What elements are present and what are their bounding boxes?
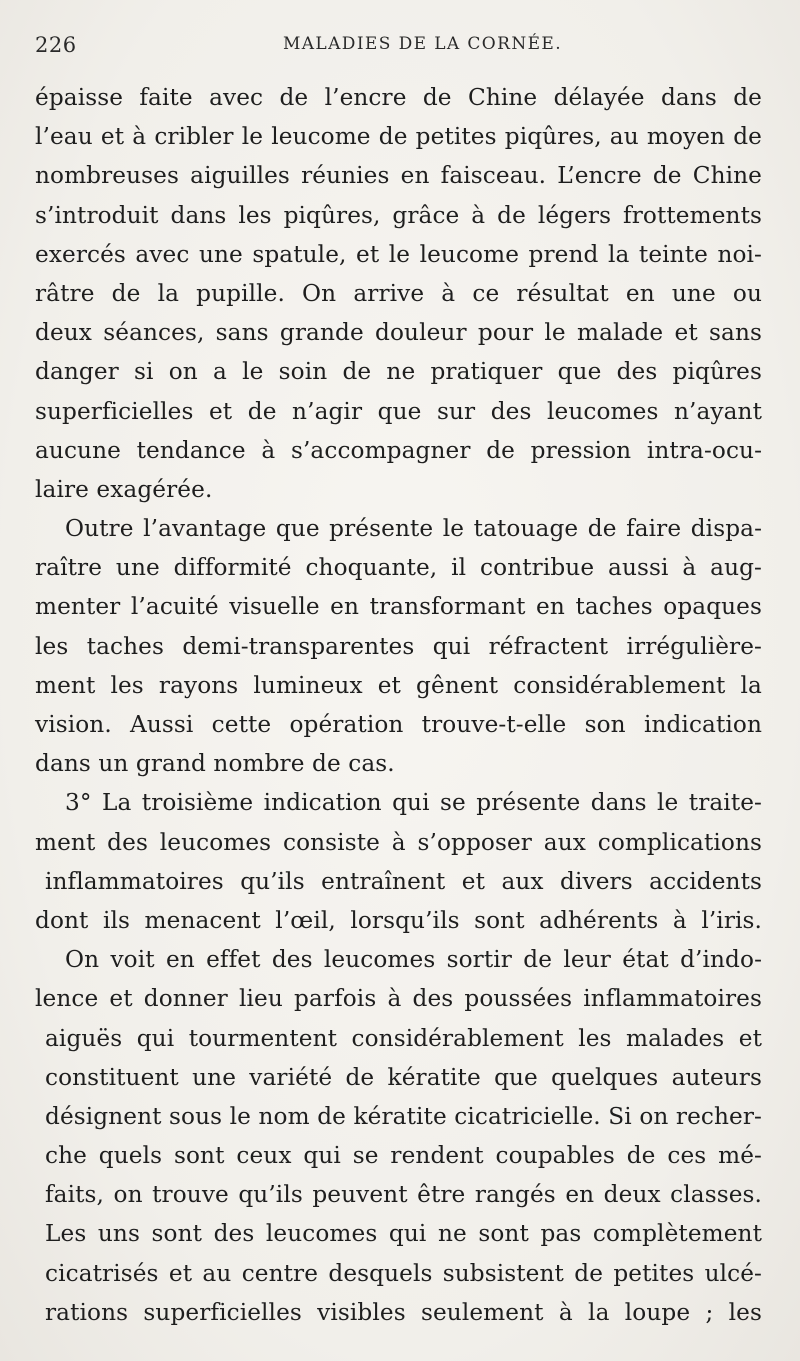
text-line: l’eau et à cribler le leucome de petites piqûres, au moyen de [35, 123, 762, 151]
text-line: danger si on a le soin de ne pratiquer que des piqûres [35, 358, 762, 386]
text-line: dans un grand nombre de cas. [35, 750, 395, 778]
text-line: râtre de la pupille. On arrive à ce résultat en une ou [35, 279, 762, 307]
text-line: épaisse faite avec de l’encre de Chine délayée dans de [35, 84, 762, 111]
text-line: lence et donner lieu parfois à des poussées inflammatoires [35, 985, 762, 1013]
page-number: 226 [35, 33, 77, 57]
text-line: 3° La troisième indication qui se présente dans le traite- [65, 789, 762, 817]
body-text [35, 78, 762, 1332]
text-line: Outre l’avantage que présente le tatouage de faire dispa- [65, 515, 762, 543]
text-line: superficielles et de n’agir que sur des leucomes n’ayant [35, 397, 762, 425]
text-line: che quels sont ceux qui se rendent coupables de ces mé- [45, 1142, 762, 1170]
text-line: désignent sous le nom de kératite cicatricielle. Si on recher- [45, 1102, 762, 1130]
text-line: Les uns sont des leucomes qui ne sont pas complètement [45, 1220, 762, 1248]
running-head [35, 33, 770, 61]
text-line: exercés avec une spatule, et le leucome prend la teinte noi- [35, 240, 762, 268]
text-line: s’introduit dans les piqûres, grâce à de légers frottements [35, 201, 762, 229]
text-line: menter l’acuité visuelle en transformant en taches opaques [35, 593, 762, 621]
text-line: ment des leucomes consiste à s’opposer aux complications [35, 828, 762, 856]
text-line: deux séances, sans grande douleur pour le malade et sans [35, 319, 762, 347]
text-line: On voit en effet des leucomes sortir de leur état d’indo- [65, 946, 762, 974]
text-line: raître une difformité choquante, il contribue aussi à aug- [35, 554, 762, 582]
text-line: nombreuses aiguilles réunies en faisceau. L’encre de Chine [35, 162, 762, 190]
running-title: MALADIES DE LA CORNÉE. [282, 34, 563, 54]
text-line: aucune tendance à s’accompagner de pression intra-ocu- [35, 436, 762, 464]
text-line: faits, on trouve qu’ils peuvent être rangés en deux classes. [45, 1181, 762, 1209]
text-line: laire exagérée. [35, 475, 213, 503]
text-line: dont ils menacent l’œil, lorsqu’ils sont adhérents à l’iris. [35, 906, 762, 934]
text-line: les taches demi-transparentes qui réfractent irrégulière- [35, 632, 762, 660]
text-line: ment les rayons lumineux et gênent considérablement la [35, 671, 762, 699]
text-line: constituent une variété de kératite que quelques auteurs [45, 1063, 762, 1091]
text-line: aiguës qui tourmentent considérablement les malades et [45, 1024, 762, 1052]
text-line: inflammatoires qu’ils entraînent et aux divers accidents [45, 867, 762, 895]
text-line: vision. Aussi cette opération trouve-t-elle son indication [35, 711, 762, 738]
text-line: rations superficielles visibles seulement à la loupe ; les [45, 1298, 762, 1326]
text-line: cicatrisés et au centre desquels subsistent de petites ulcé- [45, 1259, 762, 1287]
